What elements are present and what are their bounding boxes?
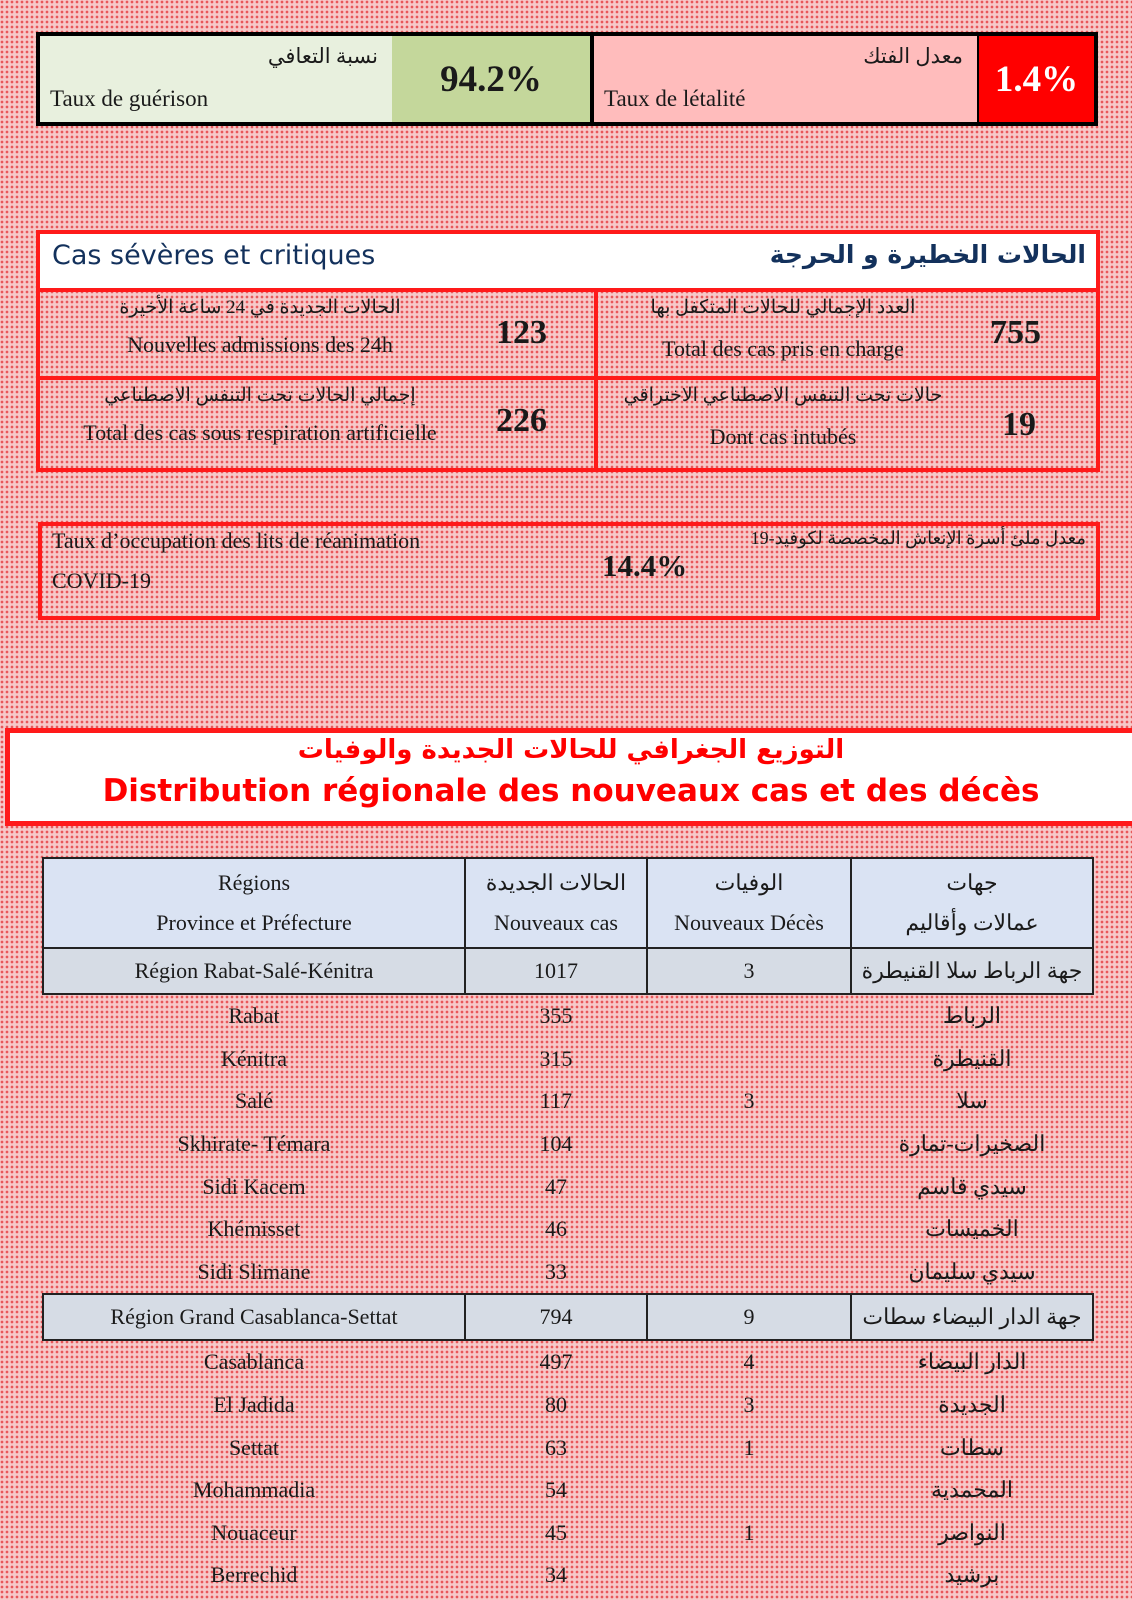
new-deaths-cell <box>647 1251 851 1295</box>
new-deaths-cell: 9 <box>647 1294 851 1340</box>
name-fr-cell: Nouaceur <box>211 1519 297 1545</box>
cell-value: 123 <box>496 314 547 351</box>
name-fr-cell: Skhirate- Témara <box>177 1131 331 1157</box>
header-regions <box>43 858 465 948</box>
cell-label-ar: العدد الإجمالي للحالات المتكفل بها <box>650 297 916 318</box>
new-deaths-cell <box>647 1469 851 1512</box>
new-cases-cell: 34 <box>545 1562 567 1588</box>
name-fr-cell: Région Rabat-Salé-Kénitra <box>43 948 465 994</box>
header-new-cases <box>465 858 647 948</box>
table-row <box>43 1251 1093 1295</box>
recovery-rate-value: 94.2% <box>392 36 594 122</box>
cell-label-ar: حالات تحت التنفس الاصطناعي الاختراقي <box>623 385 943 406</box>
new-deaths-cell <box>647 1208 851 1251</box>
lethality-rate-label <box>594 36 977 122</box>
new-cases-cell: 497 <box>539 1349 573 1375</box>
new-deaths-cell <box>647 1165 851 1208</box>
section-banner <box>5 728 1132 826</box>
new-deaths-cell: 3 <box>743 1088 755 1114</box>
cell-label-fr: Total des cas pris en charge <box>662 336 904 361</box>
name-fr-cell: Salé <box>235 1088 273 1114</box>
header-text: الحالات الجديدة <box>485 870 627 895</box>
name-ar-cell: القنيطرة <box>932 1045 1012 1071</box>
occupancy-label-ar: معدل ملئ أسرة الإنعاش المخصصة لكوفيد-19 <box>750 528 1086 548</box>
recovery-label-fr: Taux de guérison <box>50 86 209 111</box>
table-header-row <box>43 858 1093 948</box>
table-row <box>43 1469 1093 1512</box>
severe-cases-header <box>40 234 1096 292</box>
header-regions-ar <box>851 858 1093 948</box>
new-cases-cell: 794 <box>465 1294 647 1340</box>
header-text: جهات <box>946 870 998 895</box>
recovery-label-ar: نسبة التعافي <box>267 44 378 68</box>
table-row <box>43 1080 1093 1123</box>
header-text: Nouveaux cas <box>493 910 618 935</box>
table-row <box>43 1384 1093 1427</box>
total-managed-cell <box>598 292 1096 380</box>
name-ar-cell: سطات <box>940 1434 1004 1460</box>
name-ar-cell: الخميسات <box>925 1216 1019 1242</box>
name-ar-cell: سيدي سليمان <box>908 1258 1036 1284</box>
name-ar-cell: الرباط <box>942 1003 1002 1029</box>
new-admissions-cell <box>40 292 598 380</box>
lethality-label-ar: معدل الفتك <box>863 44 963 68</box>
new-cases-cell: 1017 <box>465 948 647 994</box>
regional-distribution-table <box>42 857 1094 1597</box>
new-deaths-cell: 3 <box>647 948 851 994</box>
header-new-deaths <box>647 858 851 948</box>
new-deaths-cell: 3 <box>743 1392 755 1418</box>
table-row <box>43 1123 1093 1166</box>
banner-title-ar: التوزيع الجغرافي للحالات الجديدة والوفيات <box>297 735 845 765</box>
new-cases-cell: 46 <box>545 1216 567 1242</box>
artificial-respiration-cell <box>40 380 598 468</box>
header-text: Régions <box>217 870 291 895</box>
recovery-rate-label <box>40 36 392 122</box>
lethality-label-fr: Taux de létalité <box>604 86 746 111</box>
name-fr-cell: Région Grand Casablanca-Settat <box>43 1294 465 1340</box>
name-fr-cell: Sidi Slimane <box>197 1258 311 1284</box>
cell-label-fr: Nouvelles admissions des 24h <box>127 332 393 357</box>
name-ar-cell: النواصر <box>938 1519 1006 1545</box>
table-row <box>43 994 1093 1038</box>
new-cases-cell: 355 <box>539 1003 573 1029</box>
name-ar-cell: جهة الدار البيضاء سطات <box>851 1294 1093 1340</box>
new-cases-cell: 315 <box>539 1045 573 1071</box>
new-cases-cell: 63 <box>545 1434 567 1460</box>
name-ar-cell: جهة الرباط سلا القنيطرة <box>851 948 1093 994</box>
cell-label-fr: Total des cas sous respiration artificielle <box>83 420 437 445</box>
severe-cases-box <box>36 230 1100 472</box>
cell-label-ar: الحالات الجديدة في 24 ساعة الأخيرة <box>119 297 401 318</box>
new-cases-cell: 33 <box>545 1258 567 1284</box>
intubated-cell <box>598 380 1096 468</box>
new-deaths-cell: 1 <box>743 1434 755 1460</box>
name-ar-cell: سيدي قاسم <box>917 1173 1027 1199</box>
name-ar-cell: المحمدية <box>931 1477 1013 1503</box>
new-cases-cell: 45 <box>545 1519 567 1545</box>
name-fr-cell: Kénitra <box>221 1045 287 1071</box>
name-fr-cell: El Jadida <box>213 1392 295 1418</box>
severe-title-ar: الحالات الخطيرة و الحرجة <box>769 240 1086 269</box>
name-fr-cell: Sidi Kacem <box>202 1173 306 1199</box>
rates-box <box>36 32 1098 126</box>
icu-occupancy-box <box>38 522 1100 620</box>
new-deaths-cell: 1 <box>743 1519 755 1545</box>
new-deaths-cell <box>647 1554 851 1597</box>
name-ar-cell: الصخيرات-تمارة <box>898 1131 1046 1157</box>
banner-title-fr: Distribution régionale des nouveaux cas et des décès <box>102 773 1040 809</box>
new-deaths-cell <box>647 994 851 1038</box>
region-row <box>43 948 1093 994</box>
name-ar-cell: سلا <box>956 1088 988 1114</box>
table-row <box>43 1165 1093 1208</box>
new-cases-cell: 80 <box>545 1392 567 1418</box>
name-fr-cell: Berrechid <box>210 1562 298 1588</box>
new-cases-cell: 47 <box>545 1173 567 1199</box>
name-ar-cell: برشيد <box>944 1562 1000 1588</box>
occupancy-label-fr-1: Taux d’occupation des lits de réanimation <box>52 528 421 553</box>
occupancy-value: 14.4% <box>602 548 688 583</box>
new-cases-cell: 54 <box>545 1477 567 1503</box>
header-text: عمالات وأقاليم <box>905 910 1039 935</box>
name-fr-cell: Khémisset <box>207 1216 301 1242</box>
name-ar-cell: الجديدة <box>938 1392 1006 1418</box>
new-deaths-cell <box>647 1038 851 1081</box>
header-text: Province et Préfecture <box>156 910 352 935</box>
name-fr-cell: Casablanca <box>203 1349 305 1375</box>
table-row <box>43 1426 1093 1469</box>
cell-label-fr: Dont cas intubés <box>709 424 857 449</box>
table-row <box>43 1038 1093 1081</box>
name-fr-cell: Rabat <box>228 1003 280 1029</box>
new-cases-cell: 117 <box>539 1088 573 1114</box>
new-cases-cell: 104 <box>539 1131 573 1157</box>
new-deaths-cell: 4 <box>743 1349 755 1375</box>
header-text: الوفيات <box>714 870 784 895</box>
header-text: Nouveaux Décès <box>674 910 824 935</box>
name-fr-cell: Settat <box>228 1434 280 1460</box>
table-row <box>43 1512 1093 1555</box>
region-row <box>43 1294 1093 1340</box>
cell-value: 755 <box>990 314 1041 351</box>
cell-label-ar: إجمالي الحالات تحت التنفس الاصطناعي <box>104 385 416 406</box>
table-row <box>43 1554 1093 1597</box>
name-fr-cell: Mohammadia <box>192 1477 316 1503</box>
table-row <box>43 1208 1093 1251</box>
name-ar-cell: الدار البيضاء <box>917 1349 1027 1375</box>
cell-value: 226 <box>496 402 547 439</box>
cell-value: 19 <box>1002 406 1036 443</box>
new-deaths-cell <box>647 1123 851 1166</box>
table-row <box>43 1340 1093 1384</box>
lethality-rate-value: 1.4% <box>977 36 1094 122</box>
occupancy-label-fr-2: COVID-19 <box>52 568 151 593</box>
severe-title-fr: Cas sévères et critiques <box>52 240 376 271</box>
